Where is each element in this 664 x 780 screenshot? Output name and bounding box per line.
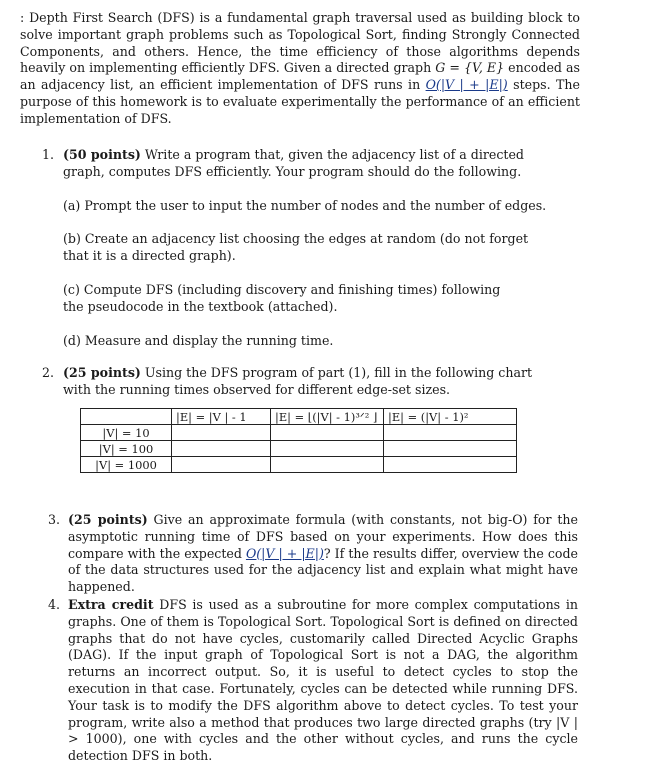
points-label: (25 points) bbox=[68, 512, 148, 527]
table-row bbox=[81, 425, 517, 441]
question-2-text bbox=[63, 365, 563, 399]
points-label: (25 points) bbox=[63, 365, 141, 380]
question-number: 2. bbox=[42, 365, 55, 380]
big-o-expression: O(|V | + |E|) bbox=[425, 77, 508, 93]
table-cell bbox=[384, 457, 517, 473]
graph-notation: G = {V, E} bbox=[435, 60, 505, 76]
table-row-header: |V| = 10 bbox=[81, 425, 172, 441]
table-header-row bbox=[81, 409, 517, 425]
intro-text-2: encoded as an adjacency list, an efficient implementation of DFS runs in bbox=[20, 60, 580, 93]
table-row-header: |V| = 1000 bbox=[81, 457, 172, 473]
table-cell bbox=[271, 425, 384, 441]
question-4-text bbox=[68, 597, 578, 765]
subpart-a: (a) Prompt the user to input the number of nodes and the number of edges. bbox=[63, 197, 547, 213]
table-cell bbox=[384, 441, 517, 457]
question-number: 3. bbox=[48, 512, 61, 527]
table-cell bbox=[384, 425, 517, 441]
question-3-body-2: ? If the results differ, overview the code of the data structures used for the adjacency list and explain what might have happened. bbox=[68, 545, 579, 595]
table-header-col-2: |E| = ⌊(|V| - 1)³ᐟ² ⌋ bbox=[271, 409, 384, 425]
table-header-corner bbox=[81, 409, 172, 425]
table-row bbox=[81, 441, 517, 457]
table-cell bbox=[172, 441, 271, 457]
table-cell bbox=[271, 457, 384, 473]
subpart-c: (c) Compute DFS (including discovery and finishing times) following the pseudocode in the textbook (attached). bbox=[63, 281, 501, 314]
table-row bbox=[81, 457, 517, 473]
extra-credit-label: Extra credit bbox=[68, 597, 154, 612]
question-4-body: DFS is used as a subroutine for more complex computations in graphs. One of them is Topological Sort. Topological Sort is defined on directed graphs that do not have cycles, customarily called Directed Acyclic Graphs (DAG). If the input graph of Topological Sort is not a DAG, the algorithm returns an incorrect output. So, it is useful to detect cycles to stop the execution in that case. Fortunately, cycles can be detected while running DFS. Your task is to modify the DFS algorithm above to detect cycles. To test your program, write also a method that produces two large directed graphs (try |V | > 1000), one with cycles and the other without cycles, and runs the cycle detection DFS in both. bbox=[68, 597, 578, 764]
question-number: 4. bbox=[48, 597, 61, 612]
intro-paragraph bbox=[20, 10, 580, 128]
table-row-header: |V| = 100 bbox=[81, 441, 172, 457]
question-number: 1. bbox=[42, 147, 55, 162]
subpart-b: (b) Create an adjacency list choosing the edges at random (do not forget that it is a directed graph). bbox=[63, 231, 529, 264]
points-label: (50 points) bbox=[63, 147, 141, 162]
intro-text-1: : Depth First Search (DFS) is a fundamental graph traversal used as building block to solve important graph problems such as Topological Sort, finding Strongly Connected Components, and others. Hence, the time efficiency of those algorithms depends heavily on implementing efficiently DFS. Given a directed graph bbox=[20, 10, 580, 76]
running-time-table bbox=[80, 408, 517, 473]
question-1-body: Write a program that, given the adjacency list of a directed graph, computes DFS efficiently. Your program should do the following. bbox=[63, 147, 524, 179]
question-3-text bbox=[68, 512, 578, 596]
table-cell bbox=[172, 457, 271, 473]
question-2-body: Using the DFS program of part (1), fill in the following chart with the running times observed for different edge-set sizes. bbox=[63, 365, 533, 397]
big-o-expression: O(|V | + |E|) bbox=[245, 545, 324, 561]
question-1-text bbox=[63, 147, 563, 181]
question-3-body-1: Give an approximate formula (with constants, not big-O) for the asymptotic running time of DFS based on your experiments. How does this compare with the expected bbox=[68, 512, 578, 561]
subpart-d: (d) Measure and display the running time. bbox=[63, 332, 334, 348]
table-header-col-1: |E| = |V | - 1 bbox=[172, 409, 271, 425]
table-header-col-3: |E| = (|V| - 1)² bbox=[384, 409, 517, 425]
intro-text-3: steps. The purpose of this homework is to evaluate experimentally the performance of an efficient implementation of DFS. bbox=[20, 77, 580, 126]
table-cell bbox=[271, 441, 384, 457]
table-cell bbox=[172, 425, 271, 441]
